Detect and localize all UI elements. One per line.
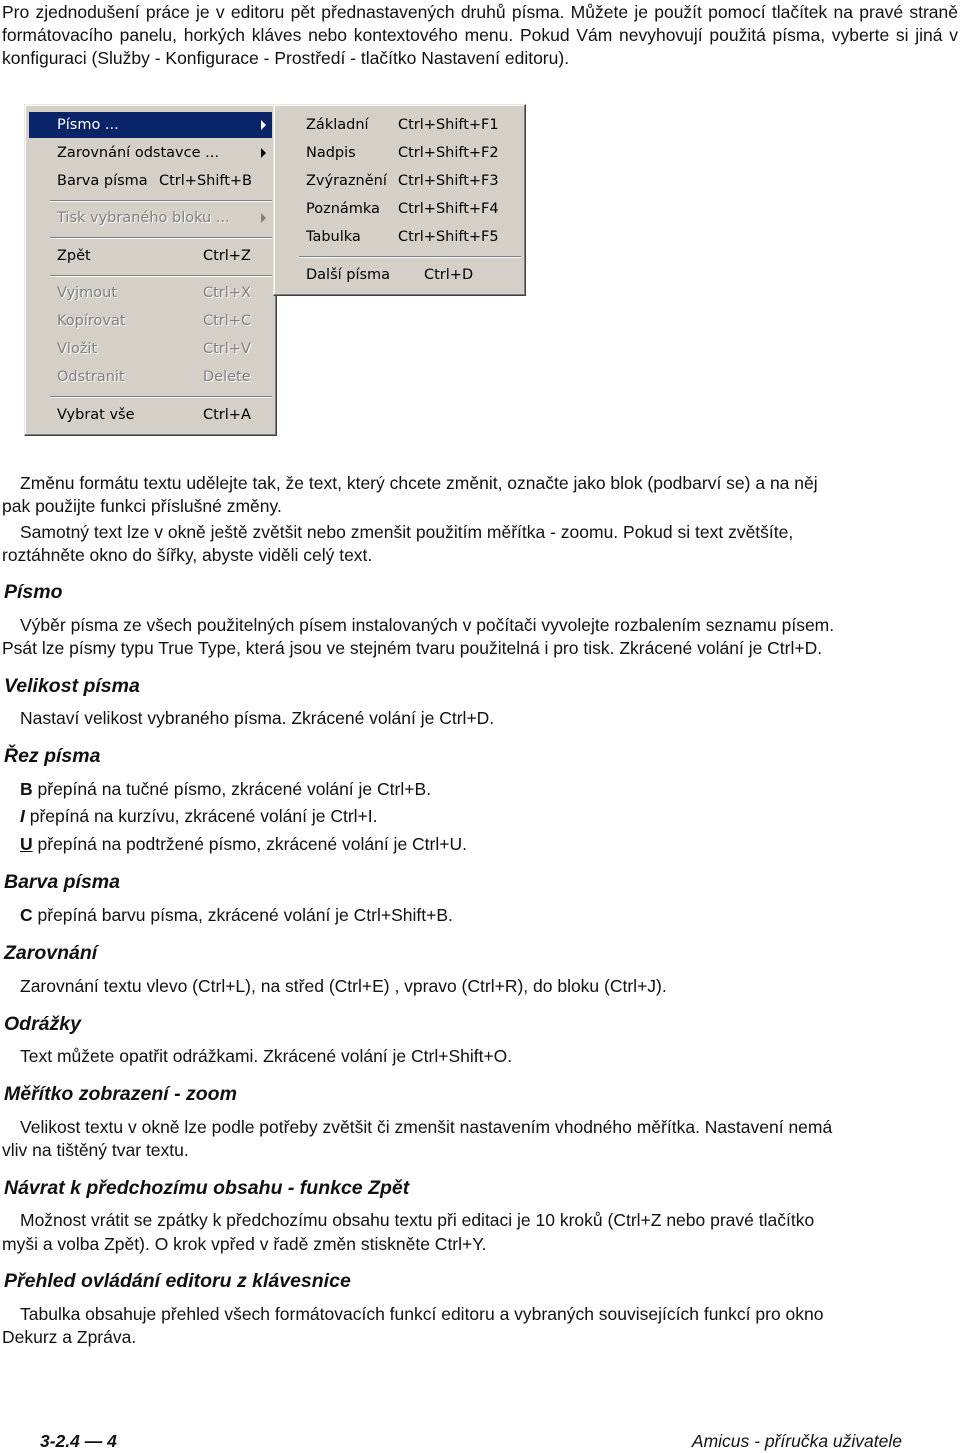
page-number: 3-2.4 — 4 [40, 1431, 117, 1451]
body-text: Tabulka obsahuje přehled všech formátovacích funkcí editoru a vybraných souvisejících funkcí pro okno [20, 1304, 824, 1324]
body-text: Zarovnání textu vlevo (Ctrl+L), na střed (Ctrl+E) , vpravo (Ctrl+R), do bloku (Ctrl+J). [20, 976, 667, 996]
menu-item-shortcut: Ctrl+D [424, 267, 474, 283]
menu-item-odstranit[interactable] [29, 364, 272, 390]
submenu-item-nadpis[interactable] [278, 140, 521, 166]
italic-toggle-description [20, 805, 377, 828]
menu-item-label: Zpět [57, 248, 91, 264]
body-text: přepíná na podtržené písmo, zkrácené volání je Ctrl+U. [32, 834, 467, 854]
menu-item-shortcut: Ctrl+A [203, 407, 251, 423]
section-heading: Písmo [4, 581, 63, 603]
menu-item-tisk-bloku[interactable] [29, 205, 272, 231]
menu-item-kopirovat[interactable] [29, 308, 272, 334]
document-title: Amicus - příručka uživatele [691, 1431, 902, 1451]
section-heading: Řez písma [4, 745, 101, 767]
submenu-item-tabulka[interactable] [278, 224, 521, 250]
menu-item-zpet[interactable] [29, 243, 272, 269]
body-text: Nastaví velikost vybraného písma. Zkrácené volání je Ctrl+D. [20, 708, 495, 728]
font-submenu [273, 104, 526, 296]
context-menu-screenshot [24, 104, 526, 436]
section-heading: Měřítko zobrazení - zoom [4, 1083, 237, 1105]
menu-item-label: Zarovnání odstavce ... [57, 145, 219, 161]
menu-item-label: Zvýraznění [306, 173, 387, 189]
menu-separator [50, 396, 272, 398]
menu-item-label: Odstranit [57, 369, 125, 385]
body-text: myši a volba Zpět). O krok vpřed v řadě změn stiskněte Ctrl+Y. [2, 1234, 487, 1254]
menu-item-label: Další písma [306, 267, 391, 283]
submenu-item-zvyrazneni[interactable] [278, 168, 521, 194]
submenu-arrow-icon [261, 120, 266, 130]
menu-item-label: Nadpis [306, 145, 356, 161]
menu-separator [50, 237, 272, 239]
menu-item-shortcut: Ctrl+Shift+F3 [398, 173, 499, 189]
menu-item-label: Barva písma [57, 173, 148, 189]
body-text: Dekurz a Zpráva. [2, 1327, 137, 1347]
menu-item-zarovnani-odstavce[interactable] [29, 140, 272, 166]
menu-item-vyjmout[interactable] [29, 280, 272, 306]
submenu-arrow-icon [261, 213, 266, 223]
submenu-item-dalsi-pisma[interactable] [278, 262, 521, 288]
menu-item-label: Tabulka [306, 229, 361, 245]
menu-item-label: Vyjmout [57, 285, 118, 301]
menu-item-shortcut: Ctrl+Z [203, 248, 251, 264]
body-text: Možnost vrátit se zpátky k předchozímu obsahu textu při editaci je 10 kroků (Ctrl+Z nebo pravé tlačítko [20, 1210, 815, 1230]
menu-item-pismo[interactable] [29, 112, 272, 138]
submenu-item-poznamka[interactable] [278, 196, 521, 222]
section-heading: Návrat k předchozímu obsahu - funkce Zpět [4, 1177, 410, 1199]
bold-toggle-description [20, 778, 431, 801]
body-text: Psát lze písmy typu True Type, která jsou ve stejném tvaru použitelná i pro tisk. Zkrácené volání je Ctrl+D. [2, 638, 823, 658]
color-key: C [20, 905, 33, 925]
menu-item-label: Vložit [57, 341, 98, 357]
context-menu [24, 104, 277, 436]
body-text: roztáhněte okno do šířky, abyste viděli celý text. [2, 545, 373, 565]
body-text: Změnu formátu textu udělejte tak, že text, který chcete změnit, označte jako blok (podbarví se) a na něj [20, 473, 818, 493]
italic-key: I [20, 806, 25, 826]
section-heading: Zarovnání [4, 942, 98, 964]
menu-separator [299, 256, 521, 258]
underline-key: U [20, 834, 33, 854]
intro-paragraph: Pro zjednodušení práce je v editoru pět přednastavených druhů písma. Můžete je použít pomocí tlačítek na pravé straně formátovacího panelu, horkých kláves nebo kontextového menu. Pokud Vám nevyhovují použitá písma, vyberte si jiná v konfiguraci (Služby - Konfigurace - Prostředí - tlačítko Nastavení editoru). [2, 2, 958, 68]
bold-key: B [20, 779, 33, 799]
body-text: Text můžete opatřit odrážkami. Zkrácené volání je Ctrl+Shift+O. [20, 1046, 513, 1066]
body-text: vliv na tištěný tvar textu. [2, 1140, 189, 1160]
menu-item-shortcut: Delete [203, 369, 251, 385]
menu-item-shortcut: Ctrl+Shift+F5 [398, 229, 499, 245]
section-heading: Přehled ovládání editoru z klávesnice [4, 1270, 351, 1292]
menu-separator [50, 200, 272, 202]
color-toggle-description [20, 904, 453, 927]
body-text: Výběr písma ze všech použitelných písem instalovaných v počítači vyvolejte rozbalením seznamu písem. [20, 615, 835, 635]
body-text: pak použijte funkci příslušné změny. [2, 496, 282, 516]
section-heading: Barva písma [4, 871, 120, 893]
submenu-item-zakladni[interactable] [278, 112, 521, 138]
menu-item-label: Písmo ... [57, 117, 119, 133]
menu-item-shortcut: Ctrl+Shift+B [159, 173, 253, 189]
menu-item-shortcut: Ctrl+Shift+F2 [398, 145, 499, 161]
body-text: přepíná na kurzívu, zkrácené volání je Ctrl+I. [24, 806, 378, 826]
menu-item-label: Poznámka [306, 201, 380, 217]
section-heading: Velikost písma [4, 675, 140, 697]
menu-item-barva-pisma[interactable] [29, 168, 272, 194]
menu-item-vlozit[interactable] [29, 336, 272, 362]
body-text: přepíná na tučné písmo, zkrácené volání je Ctrl+B. [32, 779, 431, 799]
body-text: Samotný text lze v okně ještě zvětšit nebo zmenšit použitím měřítka - zoomu. Pokud si text zvětšíte, [20, 522, 794, 542]
menu-item-shortcut: Ctrl+X [203, 285, 251, 301]
section-heading: Odrážky [4, 1013, 81, 1035]
menu-item-label: Vybrat vše [57, 407, 135, 423]
menu-separator [50, 275, 272, 277]
underline-toggle-description [20, 833, 467, 856]
body-text: Velikost textu v okně lze podle potřeby zvětšit či zmenšit nastavením vhodného měřítka. Nastavení nemá [20, 1117, 833, 1137]
body-text: přepíná barvu písma, zkrácené volání je Ctrl+Shift+B. [32, 905, 453, 925]
menu-item-shortcut: Ctrl+Shift+F1 [398, 117, 499, 133]
menu-item-label: Kopírovat [57, 313, 126, 329]
menu-item-shortcut: Ctrl+Shift+F4 [398, 201, 499, 217]
menu-item-label: Tisk vybraného bloku ... [57, 210, 230, 226]
menu-item-vybrat-vse[interactable] [29, 402, 272, 428]
menu-item-shortcut: Ctrl+C [203, 313, 252, 329]
submenu-arrow-icon [261, 148, 266, 158]
menu-item-shortcut: Ctrl+V [203, 341, 251, 357]
menu-item-label: Základní [306, 117, 369, 133]
